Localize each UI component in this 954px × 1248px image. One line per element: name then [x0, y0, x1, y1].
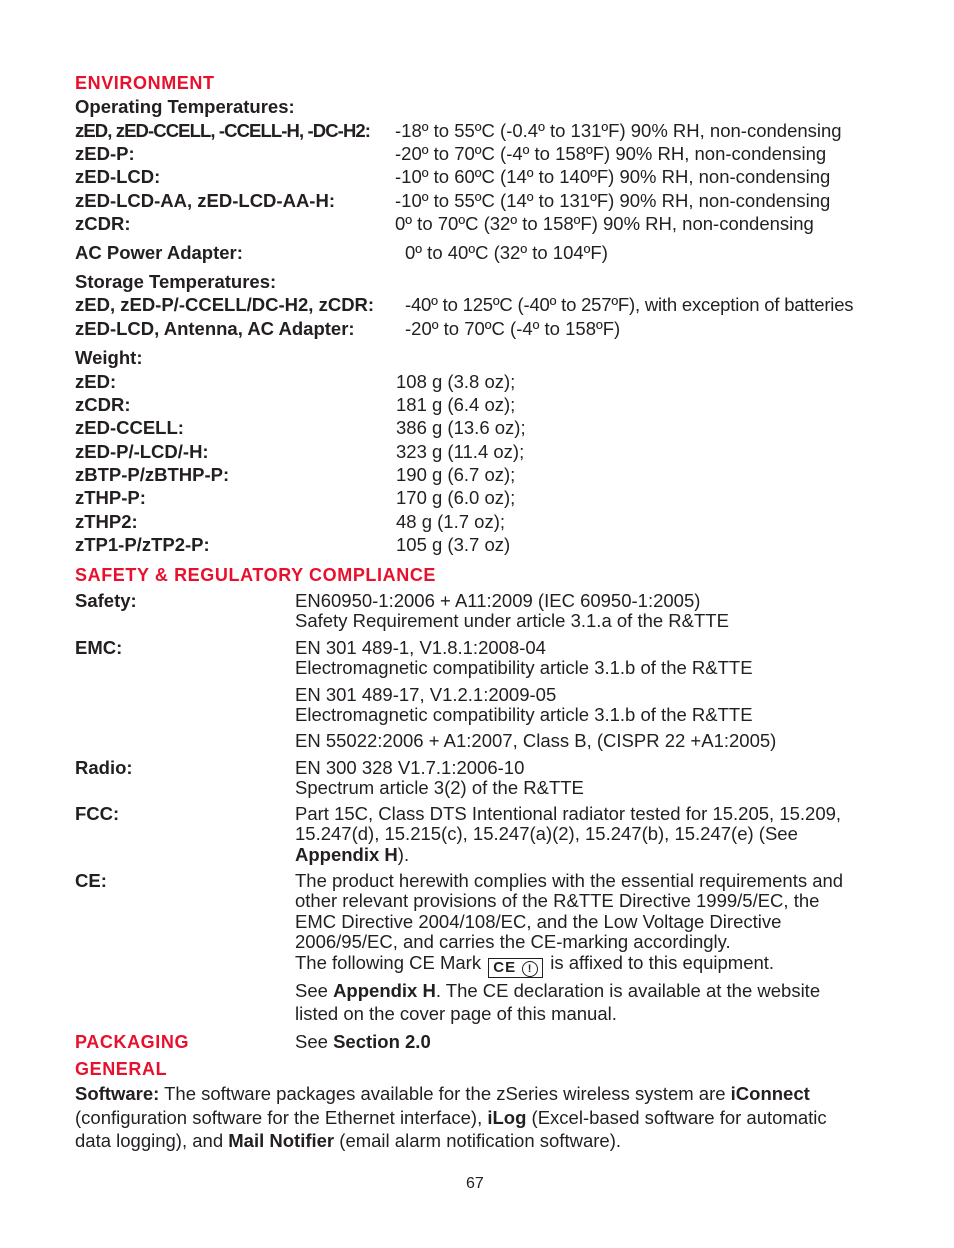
emc-standard-1: EN 301 489-1, V1.8.1:2008-04 — [295, 637, 546, 658]
ce-line-2: other relevant provisions of the R&TTE Directive 1999/5/EC, the — [295, 890, 820, 911]
ce-see-line-1 — [295, 981, 820, 1002]
operating-temperatures-label: Operating Temperatures: — [75, 96, 295, 117]
packaging-ref — [295, 1032, 431, 1053]
radio-standard: EN 300 328 V1.7.1:2006-10 — [295, 757, 525, 778]
spec-label: zED-P/-LCD/-H: — [75, 441, 209, 462]
spec-label: zED-CCELL: — [75, 417, 184, 438]
radio-note: Spectrum article 3(2) of the R&TTE — [295, 777, 584, 798]
ce-mark-icon — [488, 958, 543, 978]
spec-value: 323 g (11.4 oz); — [396, 441, 525, 462]
fcc-line-3 — [295, 845, 409, 866]
spec-value: 170 g (6.0 oz); — [396, 487, 516, 508]
radio-label: Radio: — [75, 757, 133, 778]
general-text: data logging), and — [75, 1130, 229, 1151]
section-ref: Section 2.0 — [333, 1031, 431, 1052]
ce-line-1: The product herewith complies with the essential requirements and — [295, 870, 844, 891]
general-text: (email alarm notification software). — [334, 1130, 621, 1151]
spec-label: zTHP-P: — [75, 487, 146, 508]
spec-value: -40º to 125ºC (-40º to 257ºF), with exception of batteries — [405, 294, 854, 315]
spec-label: zED-LCD: — [75, 166, 161, 187]
general-text: The software packages available for the zSeries wireless system are — [159, 1083, 731, 1104]
spec-value: -10º to 55ºC (14º to 131ºF) 90% RH, non-condensing — [395, 190, 831, 211]
emc-standard-2: EN 301 489-17, V1.2.1:2009-05 — [295, 684, 557, 705]
spec-label: zCDR: — [75, 213, 131, 234]
general-line-2 — [75, 1108, 827, 1128]
page-number: 67 — [466, 1175, 484, 1192]
emc-note-2: Electromagnetic compatibility article 3.1.b of the R&TTE — [295, 704, 753, 725]
spec-label: zED, zED-P/-CCELL/DC-H2, zCDR: — [75, 294, 375, 315]
spec-value: 108 g (3.8 oz); — [396, 371, 516, 392]
spec-label: zTP1-P/zTP2-P: — [75, 534, 210, 555]
fcc-label: FCC: — [75, 803, 120, 824]
spec-label: zED-LCD, Antenna, AC Adapter: — [75, 318, 355, 339]
spec-label: zED, zED-CCELL, -CCELL-H, -DC-H2: — [75, 120, 371, 141]
spec-value: 190 g (6.7 oz); — [396, 464, 516, 485]
emc-label: EMC: — [75, 637, 123, 658]
spec-value: 0º to 70ºC (32º to 158ºF) 90% RH, non-condensing — [395, 213, 814, 234]
spec-value: 386 g (13.6 oz); — [396, 417, 526, 438]
spec-value: -20º to 70ºC (-4º to 158ºF) — [405, 318, 621, 339]
ac-adapter-label: AC Power Adapter: — [75, 242, 243, 263]
spec-label: zCDR: — [75, 394, 131, 415]
ce-line-5-pre: The following CE Mark — [295, 952, 482, 973]
alert-mark-icon: ! — [522, 961, 538, 977]
fcc-line-1: Part 15C, Class DTS Intentional radiator tested for 15.205, 15.209, — [295, 803, 842, 824]
software-label: Software: — [75, 1083, 160, 1104]
ce-label: CE: — [75, 870, 107, 891]
see-text: See — [295, 980, 334, 1001]
spec-label: zED-LCD-AA, zED-LCD-AA-H: — [75, 190, 335, 211]
safety-heading: SAFETY & REGULATORY COMPLIANCE — [75, 565, 437, 585]
spec-value: 181 g (6.4 oz); — [396, 394, 516, 415]
spec-label: zED: — [75, 371, 117, 392]
ce-mark-text: CE — [493, 959, 517, 976]
safety-standard: EN60950-1:2006 + A11:2009 (IEC 60950-1:2005) — [295, 590, 701, 611]
fcc-line-3-rest: ). — [397, 844, 410, 865]
spec-value: -20º to 70ºC (-4º to 158ºF) 90% RH, non-condensing — [395, 143, 827, 164]
ce-line-5 — [295, 953, 774, 978]
environment-heading: ENVIRONMENT — [75, 73, 215, 93]
ce-line-4: 2006/95/EC, and carries the CE-marking accordingly. — [295, 931, 731, 952]
spec-value: -10º to 60ºC (14º to 140ºF) 90% RH, non-condensing — [395, 166, 831, 187]
emc-standard-3: EN 55022:2006 + A1:2007, Class B, (CISPR 22 +A1:2005) — [295, 730, 777, 751]
spec-label: zTHP2: — [75, 511, 138, 532]
packaging-heading: PACKAGING — [75, 1032, 190, 1052]
general-text: (configuration software for the Ethernet interface), — [75, 1107, 488, 1128]
emc-note-1: Electromagnetic compatibility article 3.1.b of the R&TTE — [295, 657, 753, 678]
appendix-h-ref: Appendix H — [295, 844, 398, 865]
weight-label: Weight: — [75, 347, 143, 368]
iconnect-name: iConnect — [730, 1083, 810, 1104]
ce-line-3: EMC Directive 2004/108/EC, and the Low Voltage Directive — [295, 911, 782, 932]
see-rest: . The CE declaration is available at the website — [435, 980, 821, 1001]
ac-adapter-value: 0º to 40ºC (32º to 104ºF) — [405, 242, 608, 263]
spec-value: 105 g (3.7 oz) — [396, 534, 511, 555]
general-text: (Excel-based software for automatic — [526, 1107, 827, 1128]
mail-notifier-name: Mail Notifier — [228, 1130, 335, 1151]
ilog-name: iLog — [487, 1107, 527, 1128]
spec-value: 48 g (1.7 oz); — [396, 511, 506, 532]
spec-value: -18º to 55ºC (-0.4º to 131ºF) 90% RH, non-condensing — [395, 120, 842, 141]
appendix-h-ref: Appendix H — [333, 980, 436, 1001]
general-line-3 — [75, 1131, 621, 1151]
spec-label: zED-P: — [75, 143, 135, 164]
storage-temperatures-label: Storage Temperatures: — [75, 271, 277, 292]
safety-label: Safety: — [75, 590, 137, 611]
safety-requirement: Safety Requirement under article 3.1.a of the R&TTE — [295, 610, 729, 631]
packaging-see: See — [295, 1031, 334, 1052]
general-line-1 — [75, 1084, 810, 1104]
ce-see-line-2: listed on the cover page of this manual. — [295, 1003, 617, 1024]
ce-line-5-post: is affixed to this equipment. — [550, 952, 775, 973]
spec-label: zBTP-P/zBTHP-P: — [75, 464, 230, 485]
fcc-line-2: 15.247(d), 15.215(c), 15.247(a)(2), 15.247(b), 15.247(e) (See — [295, 823, 798, 844]
general-heading: GENERAL — [75, 1059, 168, 1079]
